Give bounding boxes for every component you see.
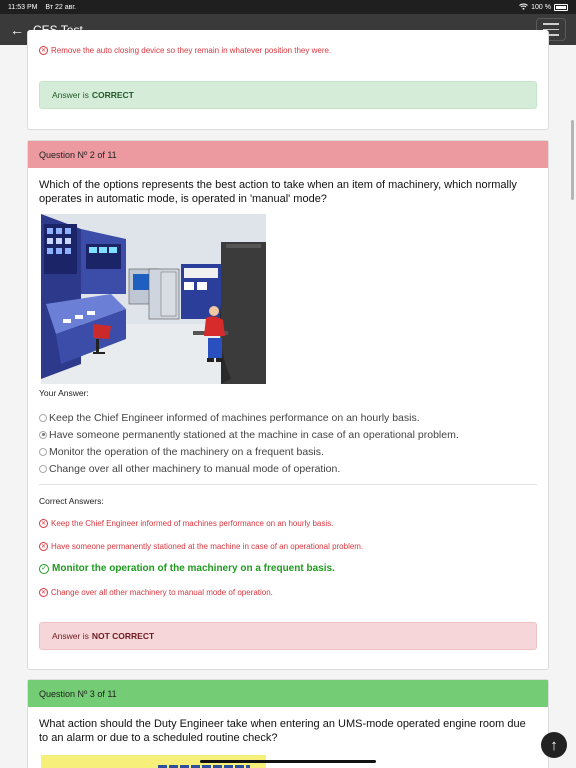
option-label: Change over all other machinery to manual mode of operation. — [49, 462, 341, 475]
your-answer-label: Your Answer: — [39, 388, 89, 398]
answer-options — [39, 409, 459, 477]
correct-answer-wrong — [39, 542, 363, 551]
correct-answer-right — [39, 563, 335, 574]
result-value: NOT CORRECT — [91, 631, 155, 641]
answer-text: Monitor the operation of the machinery on a frequent basis. — [52, 563, 335, 574]
status-date: Вт 22 авг. — [45, 3, 76, 11]
result-alert — [39, 622, 537, 650]
engine-control-room-illustration — [41, 214, 266, 384]
option-label: Monitor the operation of the machinery on a frequent basis. — [49, 445, 324, 458]
question-header: Question Nº 2 of 11 — [28, 141, 548, 168]
radio-button[interactable] — [39, 465, 47, 473]
answer-text: Change over all other machinery to manual mode of operation. — [51, 588, 273, 597]
answer-text: Keep the Chief Engineer informed of machines performance on an hourly basis. — [51, 519, 334, 528]
status-right — [519, 3, 568, 12]
radio-button[interactable] — [39, 448, 47, 456]
status-bar — [0, 0, 576, 14]
x-circle-icon: ✕ — [40, 520, 47, 527]
question-text: Which of the options represents the best action to take when an item of machinery, which normally operates in automatic mode, is operated in 'manual' mode? — [39, 179, 517, 205]
x-circle-icon: ✕ — [40, 589, 47, 596]
option-label: Have someone permanently stationed at the machine in case of an operational problem. — [49, 428, 459, 441]
divider — [39, 484, 537, 485]
correct-answers-label: Correct Answers: — [39, 496, 104, 506]
battery-icon — [554, 4, 568, 11]
home-indicator[interactable] — [200, 760, 376, 763]
arrow-left-icon[interactable]: ← — [10, 21, 24, 38]
correct-answer-wrong — [39, 588, 273, 597]
answer-text: Remove the auto closing device so they remain in whatever position they were. — [51, 46, 332, 55]
option-label: Keep the Chief Engineer informed of machines performance on an hourly basis. — [49, 411, 420, 424]
x-circle-icon: ✕ — [40, 47, 47, 54]
check-circle-icon: ✓ — [39, 564, 49, 574]
answer-option[interactable] — [39, 460, 459, 477]
result-prefix: Answer is — [52, 631, 89, 641]
correct-answer-wrong — [39, 46, 331, 55]
page-scrollbar[interactable] — [571, 120, 574, 200]
arrow-up-circle-icon[interactable]: ↑ — [541, 732, 567, 758]
result-prefix: Answer is — [52, 90, 89, 100]
answer-text: Have someone permanently stationed at the machine in case of an operational problem. — [51, 542, 364, 551]
question-card-2 — [27, 140, 549, 670]
result-alert — [39, 81, 537, 109]
status-time: 11:53 PM — [8, 3, 38, 11]
x-circle-icon: ✕ — [40, 543, 47, 550]
question-text: What action should the Duty Engineer take when entering an UMS-mode operated engine room due to an alarm or due to a scheduled routine check? — [39, 718, 526, 744]
battery-label: 100 % — [531, 3, 551, 11]
question-header: Question Nº 3 of 11 — [28, 680, 548, 707]
question-card-3 — [27, 679, 549, 768]
radio-button-selected[interactable] — [39, 431, 47, 439]
correct-answer-wrong — [39, 519, 333, 528]
answer-option[interactable] — [39, 409, 459, 426]
result-value: CORRECT — [91, 90, 134, 100]
wifi-icon — [519, 3, 528, 12]
status-left — [8, 4, 82, 11]
radio-button[interactable] — [39, 414, 47, 422]
answer-option[interactable] — [39, 443, 459, 460]
question-card-1 — [27, 30, 549, 130]
answer-option[interactable] — [39, 426, 459, 443]
